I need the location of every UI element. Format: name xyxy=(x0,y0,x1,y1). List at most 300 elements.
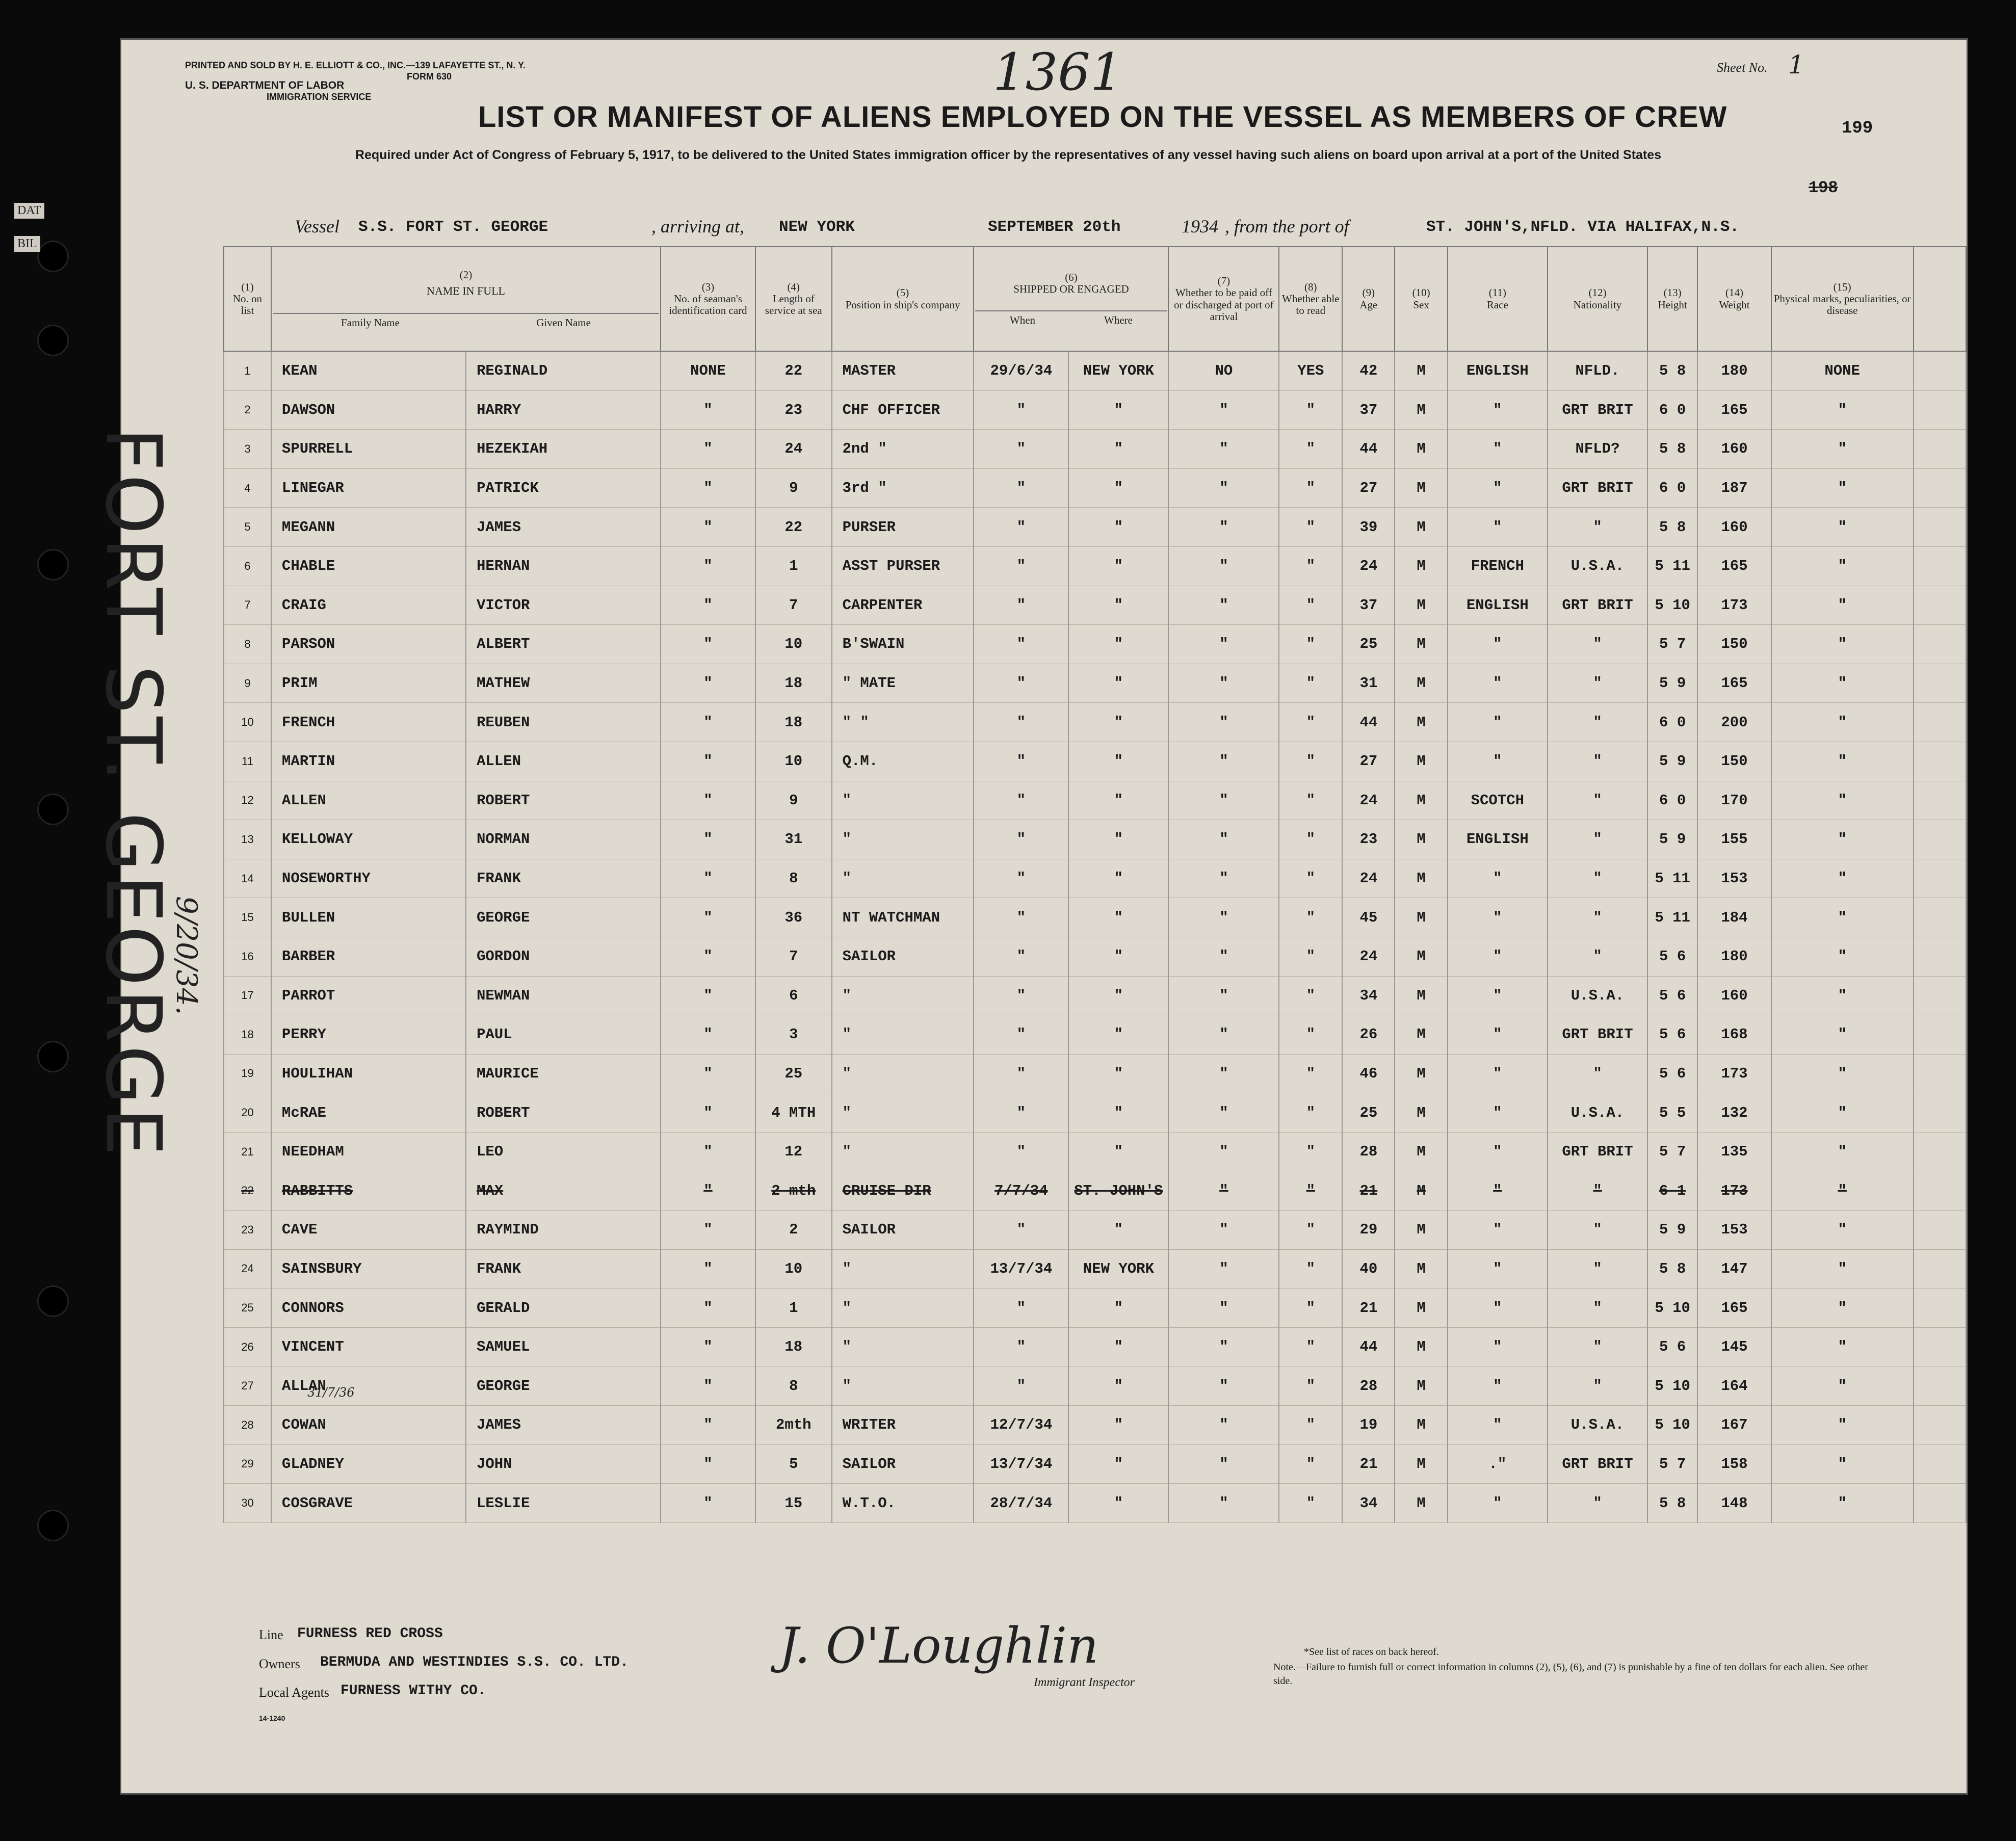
row-number-cell: 5 xyxy=(224,508,271,547)
row-number-cell: 13 xyxy=(224,820,271,859)
paid-off-cell: " xyxy=(1168,468,1279,508)
shipped-where-cell: " xyxy=(1068,508,1168,547)
shipped-where-cell: " xyxy=(1068,1211,1168,1250)
family-name-cell: DAWSON xyxy=(271,390,466,430)
physical-marks-cell: " xyxy=(1771,468,1914,508)
physical-marks-cell: " xyxy=(1771,703,1914,742)
blank-cell xyxy=(1914,1054,1966,1093)
shipped-when-cell: " xyxy=(974,781,1068,820)
row-number-cell: 16 xyxy=(224,937,271,976)
position-cell: " xyxy=(832,1366,974,1406)
service-length-cell: 1 xyxy=(755,1288,832,1328)
age-cell: 44 xyxy=(1342,703,1395,742)
table-row xyxy=(224,1015,1966,1055)
position-cell: 2nd " xyxy=(832,430,974,469)
sex-cell: M xyxy=(1395,1211,1447,1250)
age-cell: 44 xyxy=(1342,430,1395,469)
row-number-cell: 17 xyxy=(224,976,271,1015)
able-to-read-cell: " xyxy=(1279,468,1342,508)
stamp-number: 199 xyxy=(1842,119,1873,138)
able-to-read-cell: " xyxy=(1279,664,1342,703)
blank-cell xyxy=(1914,430,1966,469)
race-cell: " xyxy=(1448,1327,1548,1366)
physical-marks-cell: " xyxy=(1771,586,1914,625)
nationality-cell: " xyxy=(1548,820,1647,859)
sex-cell: M xyxy=(1395,468,1447,508)
race-cell: " xyxy=(1448,508,1548,547)
col-blank-header xyxy=(1914,247,1966,351)
weight-cell: 132 xyxy=(1697,1093,1771,1133)
id-card-cell: " xyxy=(661,1171,755,1211)
age-cell: 25 xyxy=(1342,625,1395,664)
height-cell: 5 6 xyxy=(1647,1015,1697,1055)
blank-cell xyxy=(1914,586,1966,625)
shipped-where-cell: " xyxy=(1068,1015,1168,1055)
age-cell: 24 xyxy=(1342,546,1395,586)
col-sex-header: (10) Sex xyxy=(1395,247,1447,351)
table-row xyxy=(224,1211,1966,1250)
sex-cell: M xyxy=(1395,742,1447,781)
service-length-cell: 2 mth xyxy=(755,1171,832,1211)
id-card-cell: " xyxy=(661,1366,755,1406)
family-name-header: Family Name xyxy=(341,316,400,329)
position-cell: CHF OFFICER xyxy=(832,390,974,430)
family-name-cell: BULLEN xyxy=(271,898,466,937)
height-cell: 5 7 xyxy=(1647,625,1697,664)
weight-cell: 165 xyxy=(1697,1288,1771,1328)
paid-off-cell: " xyxy=(1168,664,1279,703)
blank-cell xyxy=(1914,1211,1966,1250)
given-name-cell: ALBERT xyxy=(466,625,661,664)
vessel-label: Vessel xyxy=(295,216,339,236)
service-length-cell: 15 xyxy=(755,1484,832,1523)
service-length-cell: 6 xyxy=(755,976,832,1015)
nationality-cell: " xyxy=(1548,1288,1647,1328)
position-cell: " xyxy=(832,820,974,859)
race-cell: " xyxy=(1448,1054,1548,1093)
paid-off-cell: " xyxy=(1168,1484,1279,1523)
physical-marks-cell: " xyxy=(1771,430,1914,469)
service-length-cell: 10 xyxy=(755,625,832,664)
paid-off-cell: " xyxy=(1168,1444,1279,1484)
id-card-cell: " xyxy=(661,1249,755,1288)
service-length-cell: 25 xyxy=(755,1054,832,1093)
able-to-read-cell: " xyxy=(1279,742,1342,781)
paid-off-cell: " xyxy=(1168,898,1279,937)
family-name-cell: CHABLE xyxy=(271,546,466,586)
table-row xyxy=(224,390,1966,430)
given-name-cell: ROBERT xyxy=(466,1093,661,1133)
race-cell: " xyxy=(1448,390,1548,430)
able-to-read-cell: " xyxy=(1279,508,1342,547)
position-cell: " xyxy=(832,1327,974,1366)
given-name-cell: PATRICK xyxy=(466,468,661,508)
row-number-cell: 25 xyxy=(224,1288,271,1328)
nationality-cell: NFLD? xyxy=(1548,430,1647,469)
physical-marks-cell: " xyxy=(1771,859,1914,898)
nationality-cell: " xyxy=(1548,898,1647,937)
position-cell: NT WATCHMAN xyxy=(832,898,974,937)
race-cell: " xyxy=(1448,976,1548,1015)
nationality-cell: " xyxy=(1548,1366,1647,1406)
family-name-cell: NOSEWORTHY xyxy=(271,859,466,898)
row-number-cell: 2 xyxy=(224,390,271,430)
given-name-cell: GERALD xyxy=(466,1288,661,1328)
departure-port: ST. JOHN'S,NFLD. VIA HALIFAX,N.S. xyxy=(1426,218,1739,236)
given-name-cell: GEORGE xyxy=(466,1366,661,1406)
position-cell: " xyxy=(832,1132,974,1171)
service-length-cell: 8 xyxy=(755,859,832,898)
service-length-cell: 2mth xyxy=(755,1406,832,1445)
nationality-cell: GRT BRIT xyxy=(1548,468,1647,508)
shipped-when-cell: " xyxy=(974,1093,1068,1133)
shipped-where-cell: " xyxy=(1068,898,1168,937)
position-cell: CARPENTER xyxy=(832,586,974,625)
shipped-when-cell: " xyxy=(974,1211,1068,1250)
nationality-cell: " xyxy=(1548,1054,1647,1093)
blank-cell xyxy=(1914,1444,1966,1484)
shipped-when-cell: " xyxy=(974,586,1068,625)
nationality-cell: U.S.A. xyxy=(1548,1093,1647,1133)
physical-marks-cell: " xyxy=(1771,1249,1914,1288)
paid-off-cell: NO xyxy=(1168,351,1279,390)
age-cell: 29 xyxy=(1342,1211,1395,1250)
physical-marks-cell: " xyxy=(1771,1211,1914,1250)
sex-cell: M xyxy=(1395,1288,1447,1328)
row-number-cell: 24 xyxy=(224,1249,271,1288)
table-row xyxy=(224,468,1966,508)
able-to-read-cell: " xyxy=(1279,625,1342,664)
row-number-cell: 18 xyxy=(224,1015,271,1055)
table-row xyxy=(224,1132,1966,1171)
weight-cell: 150 xyxy=(1697,742,1771,781)
sex-cell: M xyxy=(1395,430,1447,469)
id-card-cell: " xyxy=(661,1444,755,1484)
family-name-cell: VINCENT xyxy=(271,1327,466,1366)
family-name-cell: MEGANN xyxy=(271,508,466,547)
id-card-cell: " xyxy=(661,1288,755,1328)
physical-marks-cell: " xyxy=(1771,937,1914,976)
service-length-cell: 22 xyxy=(755,351,832,390)
height-cell: 5 6 xyxy=(1647,937,1697,976)
able-to-read-cell: " xyxy=(1279,390,1342,430)
id-card-cell: " xyxy=(661,390,755,430)
col-nationality-header: (12) Nationality xyxy=(1548,247,1647,351)
age-cell: 27 xyxy=(1342,742,1395,781)
able-to-read-cell: " xyxy=(1279,1054,1342,1093)
weight-cell: 160 xyxy=(1697,976,1771,1015)
paid-off-cell: " xyxy=(1168,1327,1279,1366)
given-name-cell: FRANK xyxy=(466,1249,661,1288)
service-length-cell: 2 xyxy=(755,1211,832,1250)
sex-cell: M xyxy=(1395,664,1447,703)
given-name-cell: NORMAN xyxy=(466,820,661,859)
height-cell: 5 8 xyxy=(1647,1249,1697,1288)
arriving-label: , arriving at, xyxy=(651,216,745,236)
physical-marks-cell: " xyxy=(1771,664,1914,703)
nationality-cell: GRT BRIT xyxy=(1548,1444,1647,1484)
paid-off-cell: " xyxy=(1168,586,1279,625)
nationality-cell: GRT BRIT xyxy=(1548,1015,1647,1055)
physical-marks-cell: " xyxy=(1771,781,1914,820)
blank-cell xyxy=(1914,1484,1966,1523)
sex-cell: M xyxy=(1395,625,1447,664)
height-cell: 5 7 xyxy=(1647,1132,1697,1171)
height-cell: 5 11 xyxy=(1647,898,1697,937)
row-number-cell: 26 xyxy=(224,1327,271,1366)
paid-off-cell: " xyxy=(1168,1015,1279,1055)
service-length-cell: 7 xyxy=(755,937,832,976)
nationality-cell: U.S.A. xyxy=(1548,976,1647,1015)
table-row xyxy=(224,664,1966,703)
shipped-where-cell: " xyxy=(1068,1054,1168,1093)
family-name-cell: COWAN xyxy=(271,1406,466,1445)
race-cell: " xyxy=(1448,1366,1548,1406)
col-service-header: (4) Length of service at sea xyxy=(755,247,832,351)
sex-cell: M xyxy=(1395,390,1447,430)
shipped-where-cell: " xyxy=(1068,586,1168,625)
id-card-cell: " xyxy=(661,1211,755,1250)
table-row xyxy=(224,430,1966,469)
race-cell: " xyxy=(1448,1406,1548,1445)
given-name-cell: GEORGE xyxy=(466,898,661,937)
age-cell: 25 xyxy=(1342,1093,1395,1133)
nationality-cell: " xyxy=(1548,742,1647,781)
sex-cell: M xyxy=(1395,1327,1447,1366)
age-cell: 34 xyxy=(1342,976,1395,1015)
family-name-cell: CONNORS xyxy=(271,1288,466,1328)
able-to-read-cell: " xyxy=(1279,781,1342,820)
family-name-cell: KELLOWAY xyxy=(271,820,466,859)
age-cell: 27 xyxy=(1342,468,1395,508)
weight-cell: 184 xyxy=(1697,898,1771,937)
row27-annotation: 31/7/36 xyxy=(307,1385,355,1400)
fine-note: Note.—Failure to furnish full or correct information in columns (2), (5), (6), and (7) is punishable by a fine of ten dollars for each alien. See other side. xyxy=(1273,1662,1868,1687)
family-name-cell: McRAE xyxy=(271,1093,466,1133)
weight-cell: 173 xyxy=(1697,1054,1771,1093)
races-note: *See list of races on back hereof. xyxy=(1304,1646,1439,1658)
given-name-cell: MAX xyxy=(466,1171,661,1211)
height-cell: 5 8 xyxy=(1647,508,1697,547)
id-card-cell: " xyxy=(661,1054,755,1093)
blank-cell xyxy=(1914,468,1966,508)
weight-cell: 187 xyxy=(1697,468,1771,508)
height-cell: 6 0 xyxy=(1647,703,1697,742)
able-to-read-cell: " xyxy=(1279,820,1342,859)
nationality-cell: " xyxy=(1548,625,1647,664)
paid-off-cell: " xyxy=(1168,703,1279,742)
age-cell: 44 xyxy=(1342,1327,1395,1366)
weight-cell: 165 xyxy=(1697,390,1771,430)
sex-cell: M xyxy=(1395,586,1447,625)
age-cell: 46 xyxy=(1342,1054,1395,1093)
age-cell: 31 xyxy=(1342,664,1395,703)
given-name-cell: LESLIE xyxy=(466,1484,661,1523)
table-row xyxy=(224,351,1966,390)
age-cell: 37 xyxy=(1342,390,1395,430)
age-cell: 21 xyxy=(1342,1171,1395,1211)
race-cell: " xyxy=(1448,664,1548,703)
blank-cell xyxy=(1914,859,1966,898)
sex-cell: M xyxy=(1395,508,1447,547)
nationality-cell: " xyxy=(1548,859,1647,898)
owners-label: Owners xyxy=(259,1656,300,1671)
able-to-read-cell: " xyxy=(1279,1444,1342,1484)
shipped-when-cell: " xyxy=(974,390,1068,430)
agents-label: Local Agents xyxy=(259,1685,329,1700)
paid-off-cell: " xyxy=(1168,1093,1279,1133)
row-number-cell: 8 xyxy=(224,625,271,664)
id-card-cell: " xyxy=(661,1484,755,1523)
side-date-annotation: 9/20/34. xyxy=(170,896,203,1015)
blank-cell xyxy=(1914,1015,1966,1055)
shipped-when-cell: 28/7/34 xyxy=(974,1484,1068,1523)
physical-marks-cell: " xyxy=(1771,1132,1914,1171)
physical-marks-cell: " xyxy=(1771,1171,1914,1211)
table-row xyxy=(224,976,1966,1015)
position-cell: " xyxy=(832,781,974,820)
manifest-page xyxy=(17,38,1968,1795)
sex-cell: M xyxy=(1395,546,1447,586)
physical-marks-cell: " xyxy=(1771,1406,1914,1445)
position-cell: W.T.O. xyxy=(832,1484,974,1523)
service: IMMIGRATION SERVICE xyxy=(267,92,372,102)
shipped-when-cell: " xyxy=(974,1366,1068,1406)
id-card-cell: " xyxy=(661,1015,755,1055)
table-row xyxy=(224,586,1966,625)
age-cell: 40 xyxy=(1342,1249,1395,1288)
col-read-header: (8) Whether able to read xyxy=(1279,247,1342,351)
given-name-cell: GORDON xyxy=(466,937,661,976)
race-cell: " xyxy=(1448,1249,1548,1288)
sex-cell: M xyxy=(1395,1054,1447,1093)
weight-cell: 180 xyxy=(1697,937,1771,976)
physical-marks-cell: " xyxy=(1771,1288,1914,1328)
position-cell: " xyxy=(832,1249,974,1288)
able-to-read-cell: " xyxy=(1279,859,1342,898)
col-position-header: (5) Position in ship's company xyxy=(832,247,974,351)
height-cell: 5 9 xyxy=(1647,820,1697,859)
blank-cell xyxy=(1914,703,1966,742)
position-cell: " xyxy=(832,1015,974,1055)
age-cell: 21 xyxy=(1342,1288,1395,1328)
given-name-cell: HARRY xyxy=(466,390,661,430)
service-length-cell: 12 xyxy=(755,1132,832,1171)
agents-value: FURNESS WITHY CO. xyxy=(341,1683,486,1699)
age-cell: 37 xyxy=(1342,586,1395,625)
race-cell: " xyxy=(1448,1288,1548,1328)
position-cell: PURSER xyxy=(832,508,974,547)
family-name-cell: ALLAN xyxy=(271,1366,466,1406)
id-card-cell: " xyxy=(661,1093,755,1133)
blank-cell xyxy=(1914,937,1966,976)
blank-cell xyxy=(1914,390,1966,430)
binder-hole xyxy=(39,326,67,355)
weight-cell: 167 xyxy=(1697,1406,1771,1445)
shipped-where-cell: " xyxy=(1068,820,1168,859)
vessel-name: S.S. FORT ST. GEORGE xyxy=(358,218,548,236)
row-number-cell: 10 xyxy=(224,703,271,742)
blank-cell xyxy=(1914,898,1966,937)
shipped-where-cell: " xyxy=(1068,1327,1168,1366)
family-name-cell: CRAIG xyxy=(271,586,466,625)
able-to-read-cell: YES xyxy=(1279,351,1342,390)
physical-marks-cell: " xyxy=(1771,1054,1914,1093)
id-card-cell: " xyxy=(661,742,755,781)
race-cell: " xyxy=(1448,1484,1548,1523)
paid-off-cell: " xyxy=(1168,820,1279,859)
nationality-cell: " xyxy=(1548,1327,1647,1366)
line-value: FURNESS RED CROSS xyxy=(297,1626,443,1642)
nationality-cell: GRT BRIT xyxy=(1548,586,1647,625)
weight-cell: 160 xyxy=(1697,430,1771,469)
shipped-when-cell: " xyxy=(974,664,1068,703)
paid-off-cell: " xyxy=(1168,430,1279,469)
height-cell: 5 10 xyxy=(1647,1366,1697,1406)
shipped-where-cell: " xyxy=(1068,1444,1168,1484)
given-name-cell: FRANK xyxy=(466,859,661,898)
shipped-when-cell: " xyxy=(974,703,1068,742)
shipped-where-cell: " xyxy=(1068,703,1168,742)
table-row xyxy=(224,781,1966,820)
able-to-read-cell: " xyxy=(1279,1288,1342,1328)
binder-hole xyxy=(39,242,67,271)
service-length-cell: 31 xyxy=(755,820,832,859)
position-cell: " xyxy=(832,1093,974,1133)
service-length-cell: 10 xyxy=(755,742,832,781)
shipped-where-cell: " xyxy=(1068,1406,1168,1445)
row-number-cell: 29 xyxy=(224,1444,271,1484)
height-cell: 5 9 xyxy=(1647,664,1697,703)
service-length-cell: 4 MTH xyxy=(755,1093,832,1133)
service-length-cell: 9 xyxy=(755,468,832,508)
side-vessel-annotation: FORT ST. GEORGE xyxy=(89,427,177,1159)
shipped-where-cell: " xyxy=(1068,742,1168,781)
paid-off-cell: " xyxy=(1168,508,1279,547)
race-cell: " xyxy=(1448,1015,1548,1055)
position-cell: SAILOR xyxy=(832,1444,974,1484)
shipped-when-cell: 13/7/34 xyxy=(974,1249,1068,1288)
row-number-cell: 4 xyxy=(224,468,271,508)
race-cell: " xyxy=(1448,468,1548,508)
race-cell: " xyxy=(1448,859,1548,898)
family-name-cell: PARSON xyxy=(271,625,466,664)
paid-off-cell: " xyxy=(1168,1211,1279,1250)
inspector-signature: J. O'Loughlin xyxy=(779,1617,1099,1674)
able-to-read-cell: " xyxy=(1279,1406,1342,1445)
shipped-when-cell: " xyxy=(974,820,1068,859)
nationality-cell: " xyxy=(1548,1249,1647,1288)
paid-off-cell: " xyxy=(1168,390,1279,430)
col-no-header: (1) No. on list xyxy=(224,247,271,351)
blank-cell xyxy=(1914,1093,1966,1133)
table-row xyxy=(224,508,1966,547)
age-cell: 19 xyxy=(1342,1406,1395,1445)
able-to-read-cell: " xyxy=(1279,1211,1342,1250)
row-number-cell: 11 xyxy=(224,742,271,781)
col-name-header: (2) NAME IN FULL Family Name Given Name xyxy=(271,247,661,351)
race-cell: " xyxy=(1448,1171,1548,1211)
sex-cell: M xyxy=(1395,937,1447,976)
blank-cell xyxy=(1914,820,1966,859)
col-paid-header: (7) Whether to be paid off or discharged at port of arrival xyxy=(1168,247,1279,351)
shipped-when-cell: 13/7/34 xyxy=(974,1444,1068,1484)
id-card-cell: " xyxy=(661,1327,755,1366)
arrival-date: SEPTEMBER 20th xyxy=(988,218,1121,236)
race-cell: " xyxy=(1448,898,1548,937)
sex-cell: M xyxy=(1395,1171,1447,1211)
age-cell: 34 xyxy=(1342,1484,1395,1523)
